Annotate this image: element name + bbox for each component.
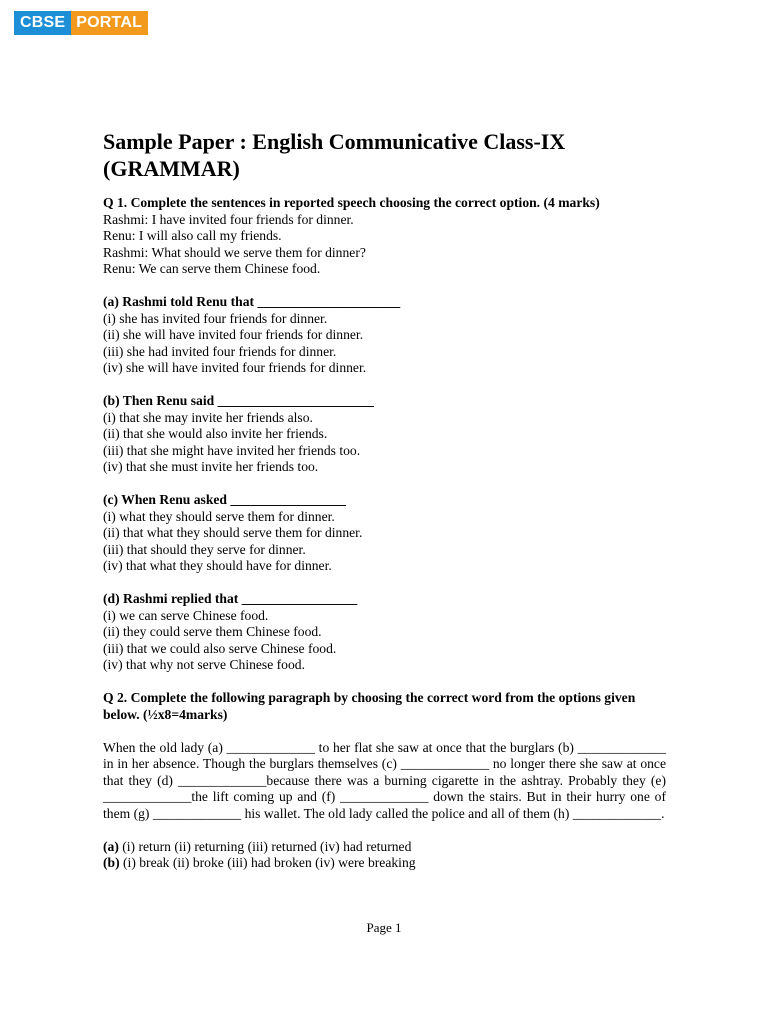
option-line: (ii) they could serve them Chinese food.: [103, 624, 322, 639]
q1c-label: (c) When Renu asked _________________: [103, 492, 346, 507]
page-title: Sample Paper : English Communicative Class-IX (GRAMMAR): [103, 129, 566, 181]
page-number: Page 1: [366, 920, 402, 935]
dialogue-line: Rashmi: I have invited four friends for dinner.: [103, 211, 354, 227]
dialogue-line: Rashmi: What should we serve them for dinner?: [103, 244, 366, 260]
option-line: (iii) that we could also serve Chinese food.: [103, 640, 337, 656]
logo-part-portal: PORTAL: [71, 11, 148, 35]
q1b-label: (b) Then Renu said _______________________: [103, 393, 374, 408]
paper-body: [103, 195, 666, 872]
option-line: (iii) she had invited four friends for dinner.: [103, 343, 337, 359]
option-line: (iv) that she must invite her friends too.: [103, 459, 319, 474]
option-line: (ii) she will have invited four friends for dinner.: [103, 327, 364, 342]
option-line: (i) that she may invite her friends also.: [103, 409, 313, 425]
option-line: (iv) that why not serve Chinese food.: [103, 657, 305, 672]
q2-paragraph: When the old lady (a) _____________ to her flat she saw at once that the burglars (b) _____________ in in her absence. Though the burglars themselves (c) _____________ no longer there she saw at once that they (d) _____________because there was a burning cigarette in the ashtray. Probably they (e) _____________the lift coming up and (f) _____________ down the stairs. But in their hurry one of them (g) _____________ his wallet. The old lady called the police and all of them (h) _____________.: [103, 739, 666, 821]
option-line: (iv) that what they should have for dinner.: [103, 558, 332, 573]
q1-heading: Q 1. Complete the sentences in reported speech choosing the correct option. (4 marks): [103, 195, 600, 210]
q2-option-label: (a): [103, 838, 119, 854]
q2-option-row: [103, 839, 666, 856]
option-line: (ii) that what they should serve them for dinner.: [103, 525, 363, 540]
option-line: (i) we can serve Chinese food.: [103, 607, 269, 623]
q2-option-text: (i) return (ii) returning (iii) returned (iv) had returned: [118, 838, 412, 854]
q1a-label: (a) Rashmi told Renu that _____________________: [103, 294, 401, 309]
logo-part-cbse: CBSE: [14, 11, 71, 35]
q2-option-row: [103, 855, 666, 872]
option-line: (ii) that she would also invite her friends.: [103, 426, 328, 441]
q2-option-label: (b): [103, 855, 120, 870]
option-line: (i) what they should serve them for dinner.: [103, 508, 335, 524]
dialogue-line: Renu: We can serve them Chinese food.: [103, 261, 321, 276]
dialogue-line: Renu: I will also call my friends.: [103, 228, 282, 243]
option-line: (iv) she will have invited four friends for dinner.: [103, 360, 367, 375]
q2-option-text: (i) break (ii) broke (iii) had broken (iv) were breaking: [119, 855, 416, 870]
option-line: (i) she has invited four friends for dinner.: [103, 310, 328, 326]
q1d-label: (d) Rashmi replied that _________________: [103, 591, 358, 606]
option-line: (iii) that should they serve for dinner.: [103, 541, 306, 557]
option-line: (iii) that she might have invited her friends too.: [103, 442, 361, 458]
cbse-portal-logo: [14, 11, 148, 35]
q2-heading: Q 2. Complete the following paragraph by choosing the correct word from the options given below. (½x8=4marks): [103, 690, 636, 722]
